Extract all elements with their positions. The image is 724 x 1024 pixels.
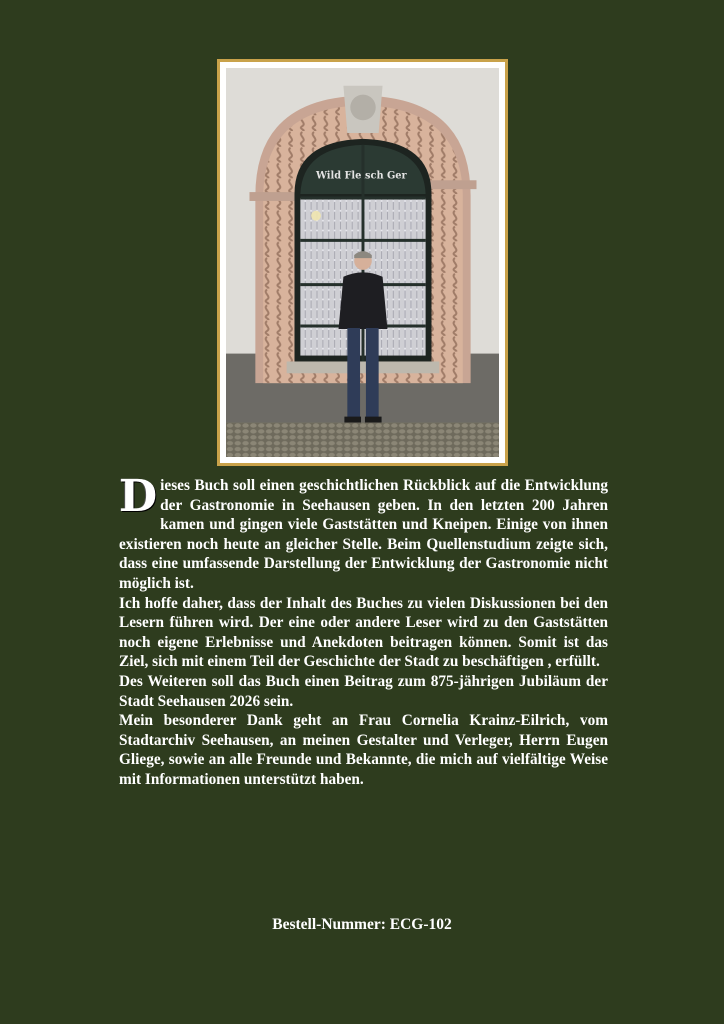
back-cover-text [119,471,608,790]
paragraph-2: Ich hoffe daher, dass der Inhalt des Buches zu vielen Diskussionen bei den Lesern führen wird. Der eine oder andere Leser wird zu den Gaststätten noch eigene Erlebnisse und Anekdoten beitragen können. Somit ist das Ziel, sich mit einem Teil der Geschichte der Stadt zu beschäftigen , erfüllt. [119,594,608,671]
drop-cap-letter: D [119,471,158,522]
paragraph-4: Mein besonderer Dank geht an Frau Cornelia Krainz-Eilrich, vom Stadtarchiv Seehausen, an meinen Gestalter und Verleger, Herrn Eugen Gliege, sowie an alle Freunde und Bekannte, die mich auf vielfältige Weise mit Informationen unterstützt haben. [119,712,608,788]
cover-photo [217,59,508,466]
paragraph-3: Des Weiteren soll das Buch einen Beitrag zum 875-jährigen Jubiläum der Stadt Seehausen 2026 sein. [119,672,608,710]
order-number: Bestell-Nummer: ECG-102 [272,916,452,933]
paragraph-1 [119,471,608,594]
window-sign-text: Wild Fleisch Ger [316,170,407,182]
paragraph-1-text: ieses Buch soll einen geschichtlichen Rückblick auf die Entwicklung der Gastronomie in Seehausen geben. In den letzten 200 Jahren kamen und gingen viele Gaststätten und Kneipen. Einige von ihnen existieren noch heute an gleicher Stelle. Beim Quellenstudium zeigte sich, dass eine umfassende Darstellung der Entwicklung der Gastronomie nicht möglich ist. [119,477,608,592]
building-doorway-photo [226,68,499,457]
